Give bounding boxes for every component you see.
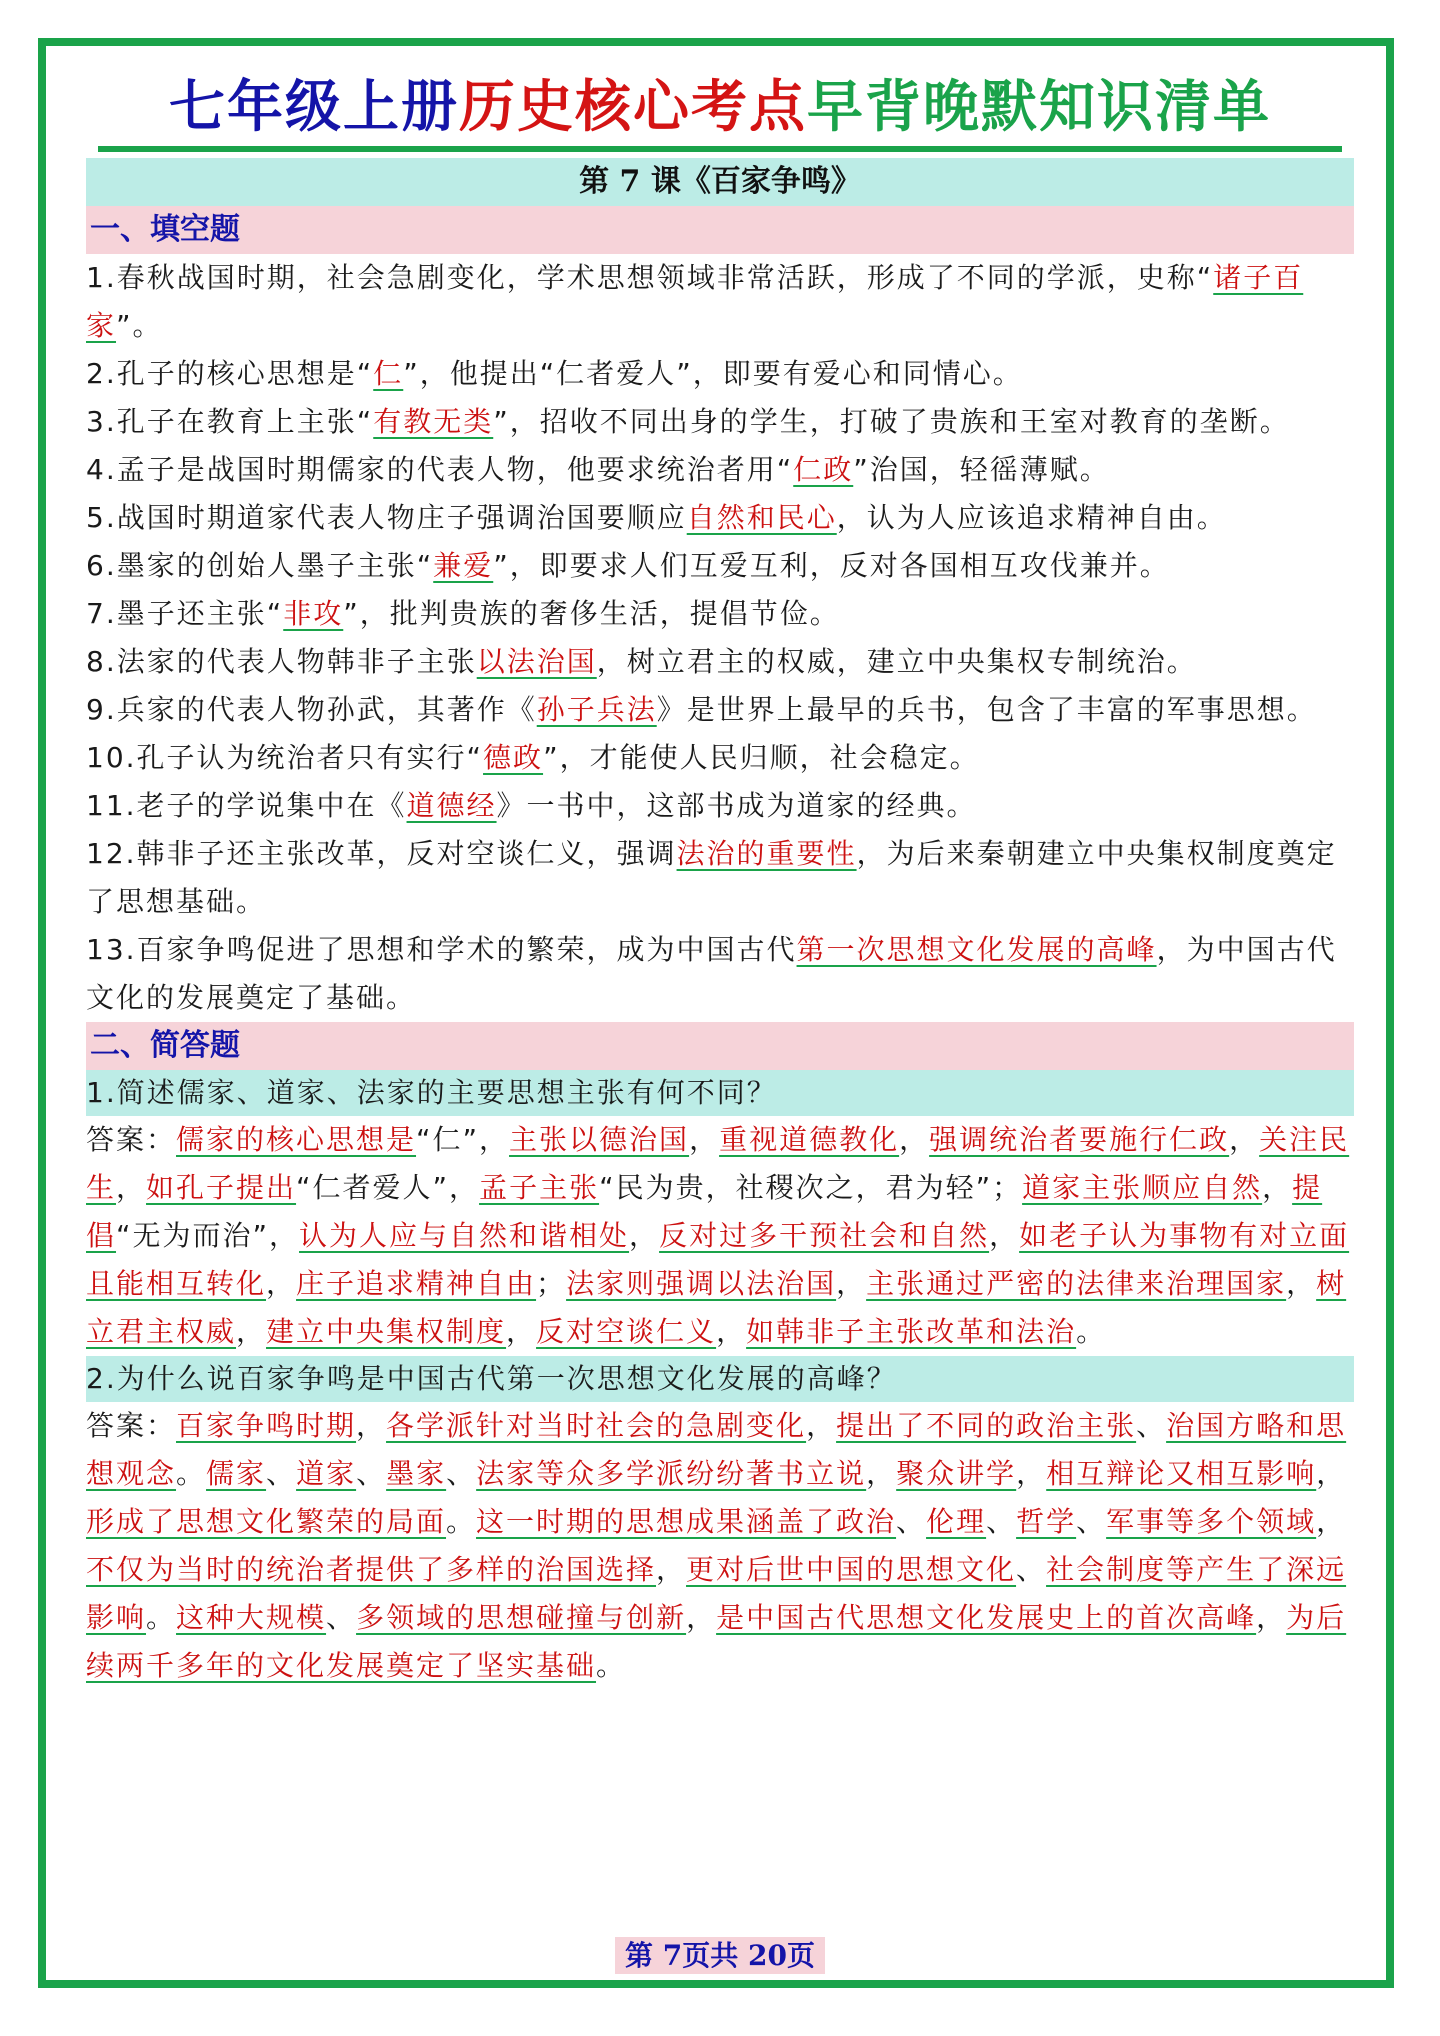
fill-in-item [86,398,1354,446]
answer-blank: 兼爱 [433,549,494,582]
section-heading-short: 二、简答题 [86,1022,1354,1070]
lesson-heading: 第 7 课《百家争鸣》 [86,158,1354,206]
answer-text: ， [1262,1171,1293,1204]
answer-text: ， [116,1171,147,1204]
fill-in-item [86,254,1354,350]
answer-key-phrase: 孟子主张 [479,1171,600,1204]
answer-text: ， [356,1409,387,1442]
answer-key-phrase: 相互辩论又相互影响 [1046,1457,1317,1490]
answer-key-phrase: 提出了不同的政治主张 [836,1409,1137,1442]
answer-text: ， [806,1409,837,1442]
answer-key-phrase: 道家 [296,1457,357,1490]
answer-key-phrase: 树立君主权威 [86,1267,1347,1348]
answer-text: 。 [146,1601,177,1634]
fill-in-item [86,926,1354,1022]
answer-key-phrase: 儒家的核心思想是 [176,1123,417,1156]
answer-text: 、 [896,1505,927,1538]
answer-blank: 第一次思想文化发展的高峰 [796,933,1157,966]
answer-key-phrase: 这一时期的思想成果涵盖了政治 [476,1505,897,1538]
page-number: 第 7页共 20页 [615,1937,825,1974]
answer-key-phrase: 哲学 [1016,1505,1077,1538]
answer-text: ， [266,1267,297,1300]
answer-text: 。 [176,1457,207,1490]
page-footer [0,1934,1440,1974]
item-text: 7.墨子还主张“ [86,597,284,630]
fill-in-item [86,734,1354,782]
answer-text: ， [866,1457,897,1490]
answer-blank: 仁 [373,357,404,390]
item-text: 8.法家的代表人物韩非子主张 [86,645,477,678]
answer-blank: 仁政 [793,453,854,486]
fill-in-item [86,494,1354,542]
answer-text: ， [1016,1457,1047,1490]
answer-2 [86,1402,1354,1690]
fill-in-item [86,350,1354,398]
item-text: 》一书中，这部书成为道家的经典。 [496,789,977,822]
answer-blank: 孙子兵法 [536,693,657,726]
answer-text: 、 [356,1457,387,1490]
answer-text: 。 [1076,1315,1107,1348]
answer-key-phrase: 道家主张顺应自然 [1022,1171,1263,1204]
item-text: 9.兵家的代表人物孙武，其著作《 [86,693,537,726]
answer-key-phrase: 关注民生 [86,1123,1350,1204]
answer-text: ， [1256,1601,1287,1634]
answer-text: ， [1316,1505,1347,1538]
answer-blank: 法治的重要性 [676,837,857,870]
item-text: ，为后来秦朝建立中央集权制度奠定了思想基础。 [86,837,1337,918]
answer-text: ， [686,1601,717,1634]
answer-key-phrase: 为后续两千多年的文化发展奠定了坚实基础 [86,1601,1347,1682]
answer-text: ， [506,1315,537,1348]
item-text: ”，批判贵族的奢侈生活，提倡节俭。 [343,597,840,630]
answer-text: 、 [266,1457,297,1490]
answer-key-phrase: 法家则强调以法治国 [566,1267,837,1300]
answer-key-phrase: 强调统治者要施行仁政 [929,1123,1230,1156]
answer-text: 。 [596,1649,627,1682]
item-text: 11.老子的学说集中在《 [86,789,407,822]
fill-in-item [86,638,1354,686]
answer-text: “仁”， [416,1123,510,1156]
answer-text: 答案： [86,1409,177,1442]
answer-key-phrase: 如老子认为事物有对立面且能相互转化 [86,1219,1350,1300]
answer-key-phrase: 治国方略和思想观念 [86,1409,1347,1490]
answer-text: 答案： [86,1123,177,1156]
title-part-1: 七年级上册 [169,74,459,140]
item-text: 13.百家争鸣促进了思想和学术的繁荣，成为中国古代 [86,933,797,966]
section-heading-fill: 一、填空题 [86,206,1354,254]
answer-text: “仁者爱人”， [296,1171,480,1204]
item-text: ，树立君主的权威，建立中央集权专制统治。 [596,645,1197,678]
answer-key-phrase: 提倡 [86,1171,1323,1252]
answer-text: 、 [326,1601,357,1634]
item-text: 5.战国时期道家代表人物庄子强调治国要顺应 [86,501,687,534]
page-title [86,68,1354,146]
answer-key-phrase: 主张通过严密的法律来治理国家 [866,1267,1287,1300]
item-text: ”，招收不同出身的学生，打破了贵族和王室对教育的垄断。 [493,405,1290,438]
fill-in-item [86,782,1354,830]
answer-blank: 非攻 [283,597,344,630]
answer-blank: 以法治国 [476,645,597,678]
answer-blank: 自然和民心 [686,501,837,534]
answer-blank: 有教无类 [373,405,494,438]
answer-key-phrase: 不仅为当时的统治者提供了多样的治国选择 [86,1553,657,1586]
answer-text: ， [716,1315,747,1348]
item-text: 4.孟子是战国时期儒家的代表人物，他要求统治者用“ [86,453,794,486]
item-text: ”。 [116,309,163,342]
title-part-2: 历史核心考点 [459,74,807,140]
answer-text: ， [836,1267,867,1300]
question-1: 1.简述儒家、道家、法家的主要思想主张有何不同？ [86,1070,1354,1116]
answer-blank: 诸子百家 [86,261,1304,342]
answer-key-phrase: 如孔子提出 [146,1171,297,1204]
item-text: ”，才能使人民归顺，社会稳定。 [543,741,980,774]
answer-key-phrase: 法家等众多学派纷纷著书立说 [476,1457,867,1490]
answer-key-phrase: 反对空谈仁义 [536,1315,717,1348]
title-part-3: 早背晚默知识清单 [807,74,1271,140]
answer-text: ， [1316,1457,1347,1490]
title-underline [98,146,1342,152]
answer-text: 。 [446,1505,477,1538]
item-text: ，认为人应该追求精神自由。 [836,501,1227,534]
answer-key-phrase: 庄子追求精神自由 [296,1267,537,1300]
answer-text: 、 [1136,1409,1167,1442]
answer-text: 、 [1016,1553,1047,1586]
page-content [86,58,1354,1690]
answer-key-phrase: 多领域的思想碰撞与创新 [356,1601,687,1634]
answer-text: 、 [1076,1505,1107,1538]
fill-in-item [86,446,1354,494]
answer-key-phrase: 聚众讲学 [896,1457,1017,1490]
answer-key-phrase: 主张以德治国 [509,1123,690,1156]
item-text: ”，即要求人们互爱互利，反对各国相互攻伐兼并。 [493,549,1170,582]
answer-text: ； [536,1267,567,1300]
item-text: ”治国，轻徭薄赋。 [853,453,1110,486]
answer-text: 、 [986,1505,1017,1538]
item-text: ，为中国古代文化的发展奠定了基础。 [86,933,1337,1014]
item-text: 1.春秋战国时期，社会急剧变化，学术思想领域非常活跃，形成了不同的学派，史称“ [86,261,1214,294]
answer-text: ， [1229,1123,1260,1156]
answer-key-phrase: 形成了思想文化繁荣的局面 [86,1505,447,1538]
item-text: 10.孔子认为统治者只有实行“ [86,741,484,774]
item-text: 3.孔子在教育上主张“ [86,405,374,438]
answer-key-phrase: 更对后世中国的思想文化 [686,1553,1017,1586]
fill-in-list [86,254,1354,1022]
answer-1 [86,1116,1354,1356]
answer-key-phrase: 墨家 [386,1457,447,1490]
fill-in-item [86,830,1354,926]
answer-key-phrase: 儒家 [206,1457,267,1490]
fill-in-item [86,686,1354,734]
answer-key-phrase: 如韩非子主张改革和法治 [746,1315,1077,1348]
answer-key-phrase: 军事等多个领域 [1106,1505,1317,1538]
fill-in-item [86,590,1354,638]
item-text: 》是世界上最早的兵书，包含了丰富的军事思想。 [656,693,1317,726]
answer-text: ， [989,1219,1020,1252]
answer-key-phrase: 这种大规模 [176,1601,327,1634]
answer-key-phrase: 伦理 [926,1505,987,1538]
answer-text: 、 [446,1457,477,1490]
answer-blank: 道德经 [406,789,497,822]
answer-text: ， [689,1123,720,1156]
answer-text: “民为贵，社稷次之，君为轻”； [599,1171,1023,1204]
answer-key-phrase: 反对过多干预社会和自然 [659,1219,990,1252]
answer-key-phrase: 百家争鸣时期 [176,1409,357,1442]
question-2: 2.为什么说百家争鸣是中国古代第一次思想文化发展的高峰？ [86,1356,1354,1402]
answer-text: ， [236,1315,267,1348]
answer-key-phrase: 认为人应与自然和谐相处 [299,1219,630,1252]
item-text: ”，他提出“仁者爱人”，即要有爱心和同情心。 [403,357,1023,390]
answer-key-phrase: 建立中央集权制度 [266,1315,507,1348]
answer-key-phrase: 是中国古代思想文化发展史上的首次高峰 [716,1601,1257,1634]
answer-text: “无为而治”， [116,1219,300,1252]
answer-key-phrase: 各学派针对当时社会的急剧变化 [386,1409,807,1442]
item-text: 12.韩非子还主张改革，反对空谈仁义，强调 [86,837,677,870]
answer-key-phrase: 社会制度等产生了深远影响 [86,1553,1347,1634]
answer-blank: 德政 [483,741,544,774]
answer-key-phrase: 重视道德教化 [719,1123,900,1156]
answer-text: ， [1286,1267,1317,1300]
fill-in-item [86,542,1354,590]
item-text: 6.墨家的创始人墨子主张“ [86,549,434,582]
item-text: 2.孔子的核心思想是“ [86,357,374,390]
answer-text: ， [629,1219,660,1252]
answer-text: ， [899,1123,930,1156]
answer-text: ， [656,1553,687,1586]
